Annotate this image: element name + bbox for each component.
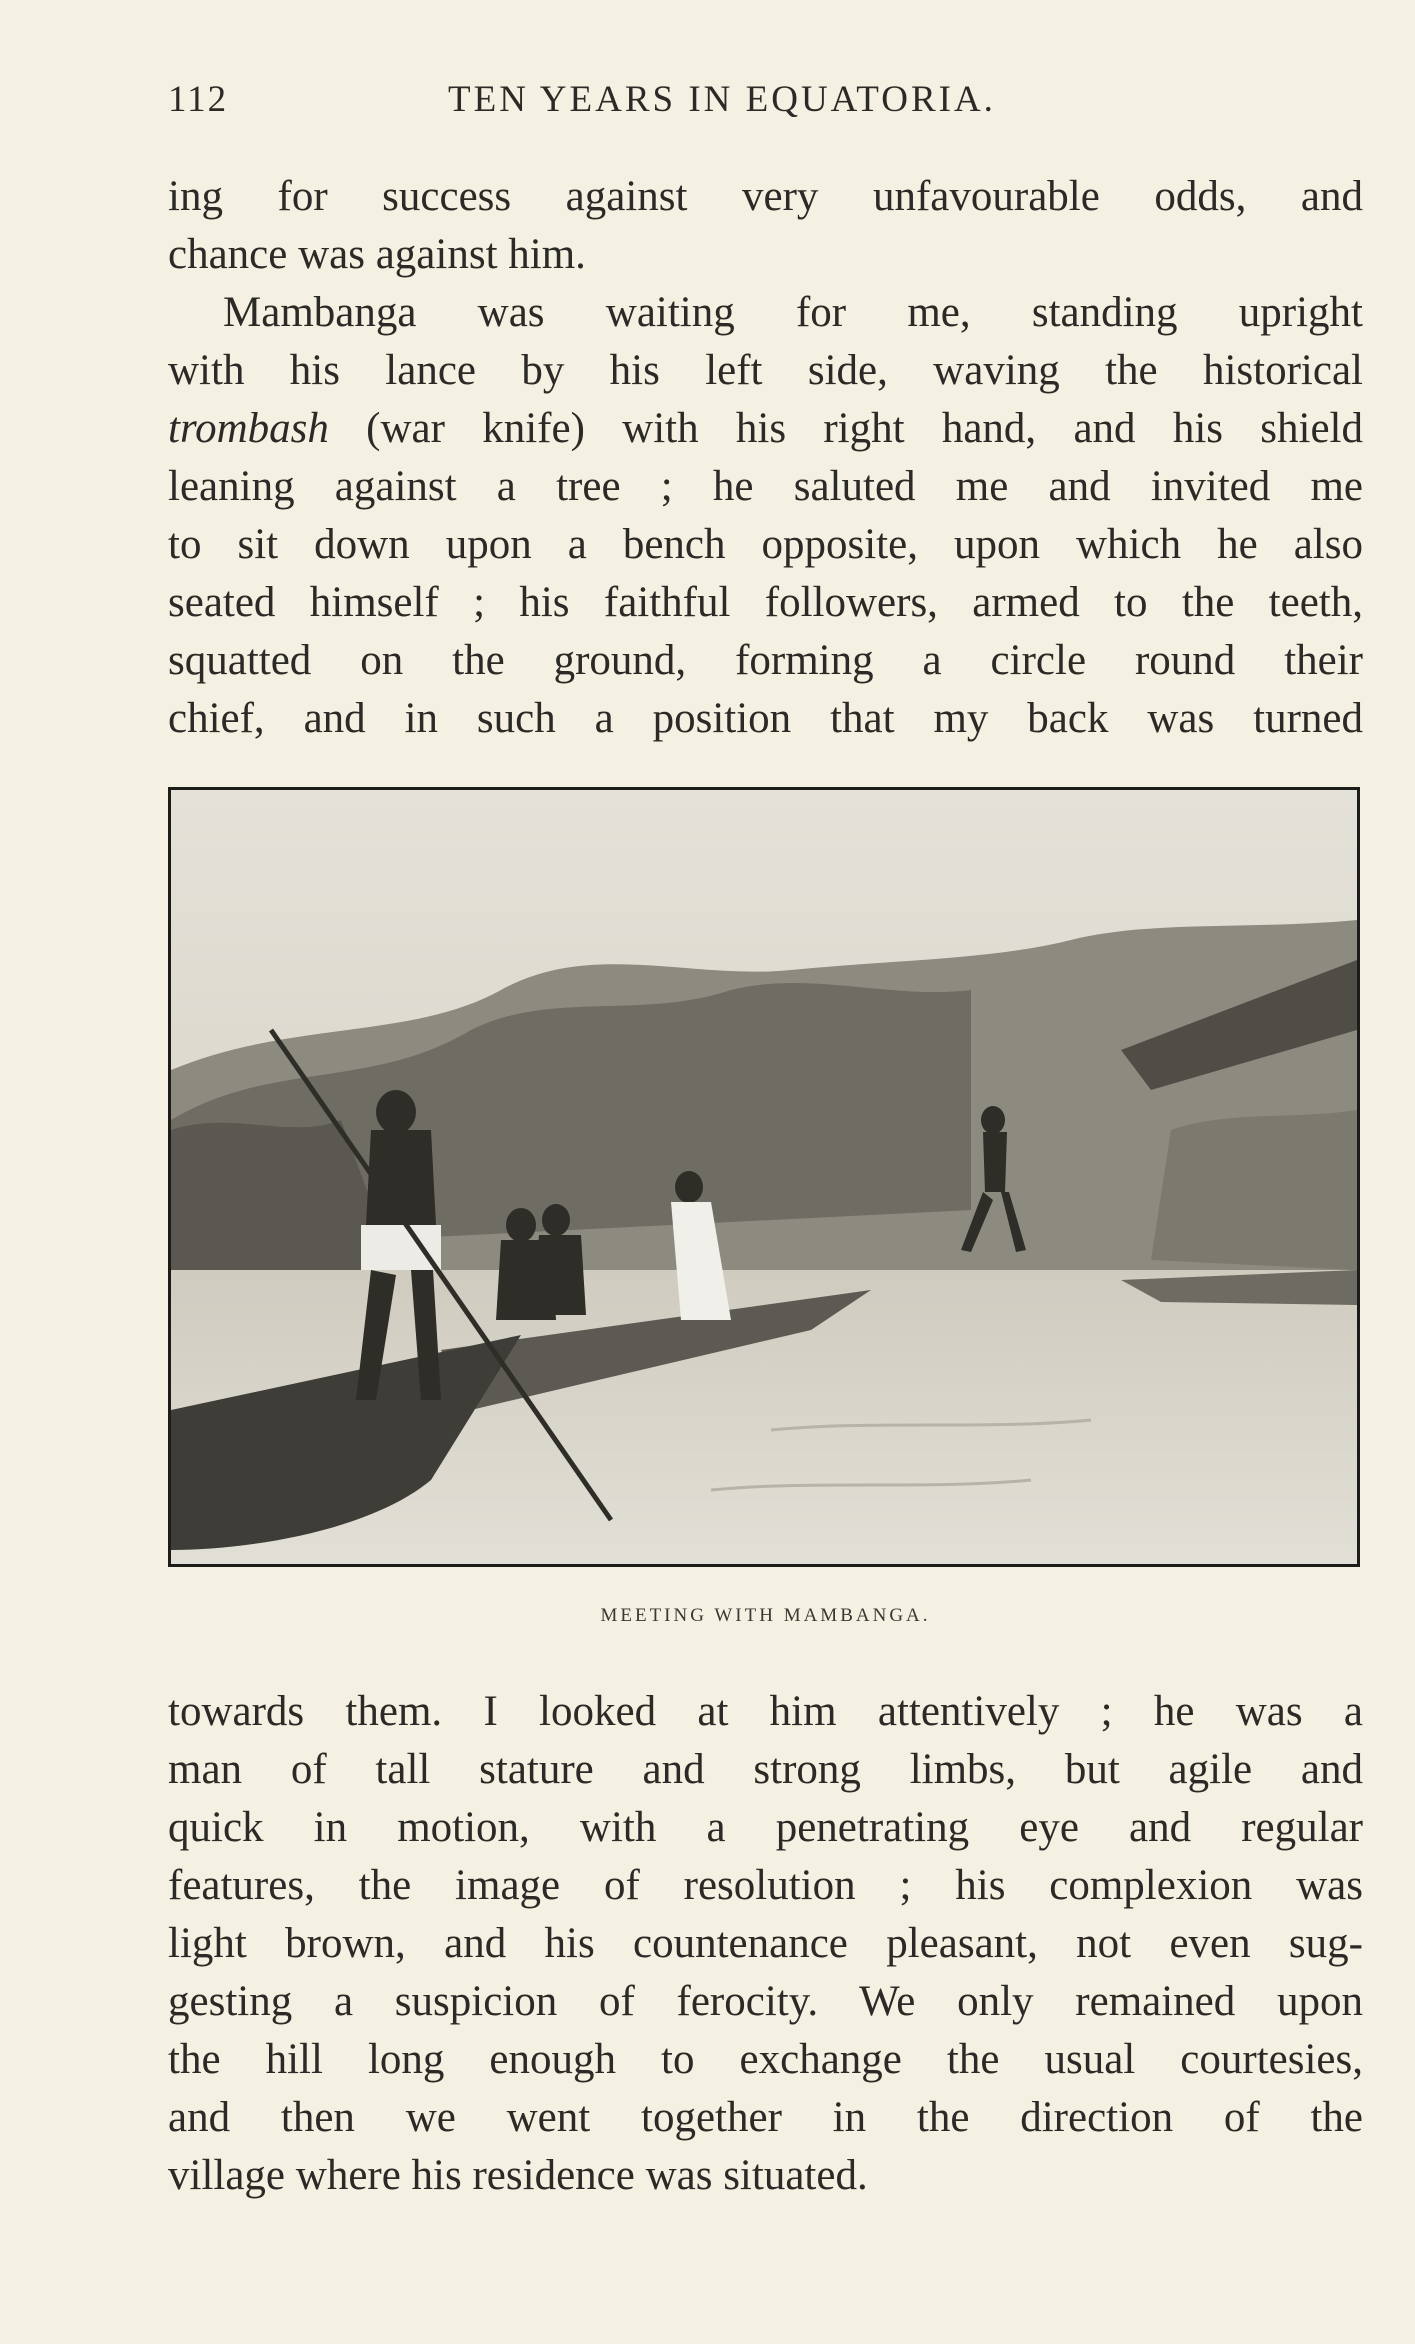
figure-caption: MEETING WITH MAMBANGA. <box>600 1605 931 1626</box>
paddler-head <box>506 1208 536 1242</box>
page-number: 112 <box>168 79 229 120</box>
text-line: to sit down upon a bench opposite, upon which he also <box>168 521 1363 568</box>
text-line: light brown, and his countenance pleasant, not even sug- <box>168 1920 1363 1967</box>
traveller-head <box>675 1171 703 1203</box>
text-line: seated himself ; his faithful followers, armed to the teeth, <box>168 579 1363 626</box>
warrior-head <box>981 1106 1005 1134</box>
text-line: quick in motion, with a penetrating eye and regular <box>168 1804 1363 1851</box>
text-line: and then we went together in the direction of the <box>168 2094 1363 2141</box>
running-head <box>168 78 1363 138</box>
text-line: chance was against him. <box>168 231 586 278</box>
text-line: features, the image of resolution ; his complexion was <box>168 1862 1363 1909</box>
italic-term: trombash <box>168 405 329 452</box>
text-line: chief, and in such a position that my back was turned <box>168 695 1363 742</box>
warrior-body <box>983 1132 1007 1192</box>
text-line-with-term <box>168 400 1363 458</box>
text-line: man of tall stature and strong limbs, but agile and <box>168 1746 1363 1793</box>
figure-cloth <box>361 1225 441 1270</box>
text-line: gesting a suspicion of ferocity. We only remained upon <box>168 1978 1363 2025</box>
paddler-body <box>533 1235 586 1315</box>
text-line: with his lance by his left side, waving the historical <box>168 347 1363 394</box>
body-text-bottom <box>168 1683 1363 2205</box>
text-line: squatted on the ground, forming a circle round their <box>168 637 1363 684</box>
paddler-head <box>542 1204 570 1236</box>
text-line: leaning against a tree ; he saluted me and invited me <box>168 463 1363 510</box>
text-line: ing for success against very unfavourable odds, and <box>168 173 1363 220</box>
illustration <box>168 787 1360 1567</box>
figure-torso <box>366 1130 436 1225</box>
text-line: Mambanga was waiting for me, standing upright <box>223 289 1363 336</box>
illustration-drawing <box>171 790 1357 1564</box>
body-text-top <box>168 168 1363 748</box>
text-line: village where his residence was situated. <box>168 2152 868 2199</box>
text-line-rest: (war knife) with his right hand, and his shield <box>366 405 1363 452</box>
text-line: the hill long enough to exchange the usual courtesies, <box>168 2036 1363 2083</box>
figure-head <box>376 1090 416 1134</box>
text-line: towards them. I looked at him attentively ; he was a <box>168 1688 1363 1735</box>
running-title: TEN YEARS IN EQUATORIA. <box>448 79 996 120</box>
reeds-right <box>1151 1110 1357 1270</box>
